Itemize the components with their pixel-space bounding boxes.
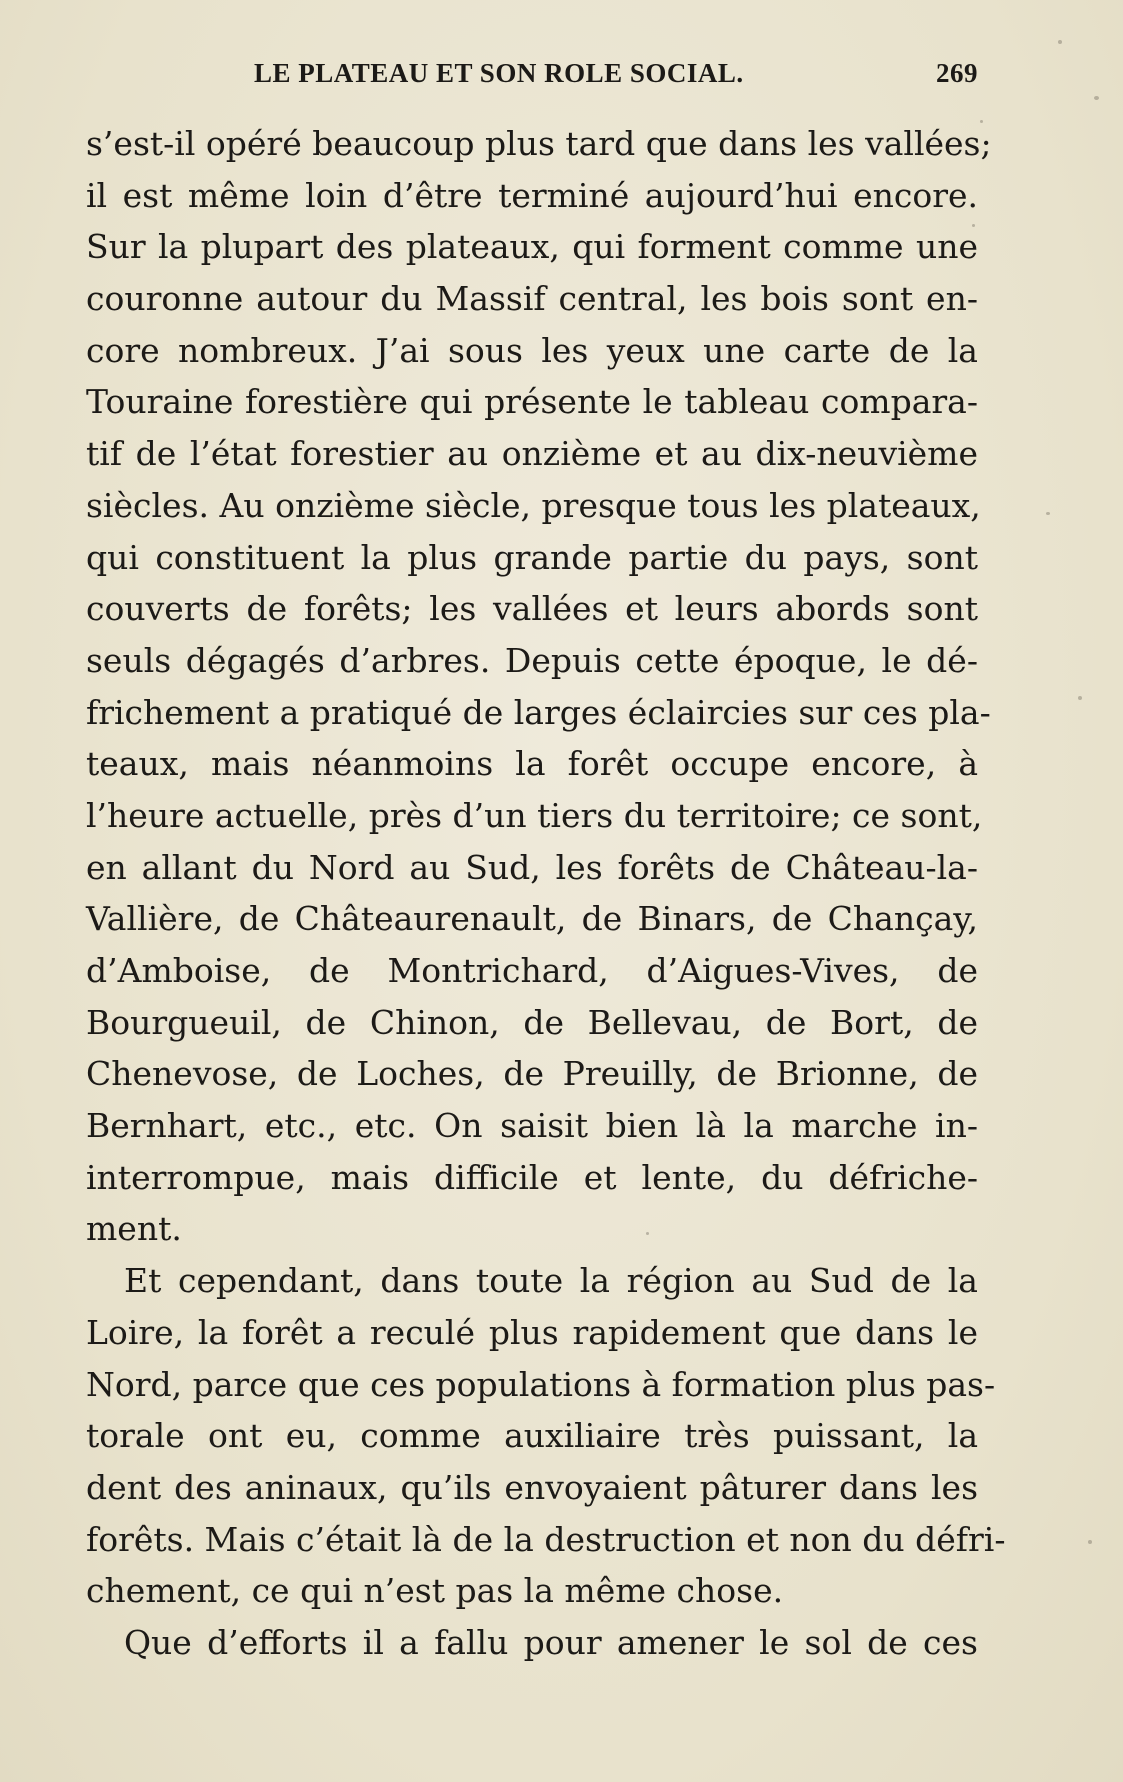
text-line: d’Amboise, de Montrichard, d’Aigues-Vives, de <box>86 951 978 990</box>
text-line: Bernhart, etc., etc. On saisit bien là la marche in- <box>86 1106 978 1146</box>
text-line: torale ont eu, comme auxiliaire très puissant, la <box>86 1416 978 1456</box>
text-line: frichement a pratiqué de larges éclaircies sur ces pla- <box>86 692 991 732</box>
text-line: en allant du Nord au Sud, les forêts de Château-la- <box>86 847 978 887</box>
paragraph-start-line: Que d’efforts il a fallu pour amener le sol de ces <box>124 1622 978 1662</box>
text-line: teaux, mais néanmoins la forêt occupe encore, à <box>86 744 978 784</box>
paragraph-start-line: Et cependant, dans toute la région au Sud de la <box>124 1261 978 1301</box>
text-line: forêts. Mais c’était là de la destruction et non du défri- <box>86 1519 1006 1559</box>
text-line: tif de l’état forestier au onzième et au dix-neuvième <box>86 434 978 474</box>
paragraph-end-line: chement, ce qui n’est pas la même chose. <box>86 1571 784 1611</box>
text-line: l’heure actuelle, près d’un tiers du territoire; ce sont, <box>86 795 983 835</box>
text-line: Touraine forestière qui présente le tableau compara- <box>86 382 978 422</box>
paragraph-end-line: ment. <box>86 1209 182 1249</box>
body-text <box>86 118 1006 1669</box>
page-number: 269 <box>936 58 978 88</box>
text-line: s’est-il opéré beaucoup plus tard que dans les vallées; <box>86 124 992 163</box>
text-line: dent des aninaux, qu’ils envoyaient pâturer dans les <box>86 1467 978 1507</box>
running-title: LE PLATEAU ET SON ROLE SOCIAL. <box>254 58 744 88</box>
text-line: Vallière, de Châteaurenault, de Binars, de Chançay, <box>86 899 978 939</box>
text-line: core nombreux. J’ai sous les yeux une carte de la <box>86 330 978 370</box>
text-line: couverts de forêts; les vallées et leurs abords sont <box>86 589 978 629</box>
text-line: Chenevose, de Loches, de Preuilly, de Brionne, de <box>86 1054 978 1094</box>
text-line: seuls dégagés d’arbres. Depuis cette époque, le dé- <box>86 640 978 680</box>
text-line: siècles. Au onzième siècle, presque tous les plateaux, <box>86 485 981 525</box>
text-line: Bourgueuil, de Chinon, de Bellevau, de Bort, de <box>86 1002 978 1042</box>
text-line: il est même loin d’être terminé aujourd’hui encore. <box>86 175 978 215</box>
text-line: Sur la plupart des plateaux, qui forment comme une <box>86 227 978 267</box>
text-line: qui constituent la plus grande partie du pays, sont <box>86 537 978 577</box>
running-head <box>86 58 978 98</box>
text-line: Loire, la forêt a reculé plus rapidement que dans le <box>86 1312 978 1352</box>
text-line: Nord, parce que ces populations à formation plus pas- <box>86 1364 996 1404</box>
text-line: couronne autour du Massif central, les bois sont en- <box>86 279 978 319</box>
text-line: interrompue, mais difficile et lente, du défriche- <box>86 1157 978 1197</box>
